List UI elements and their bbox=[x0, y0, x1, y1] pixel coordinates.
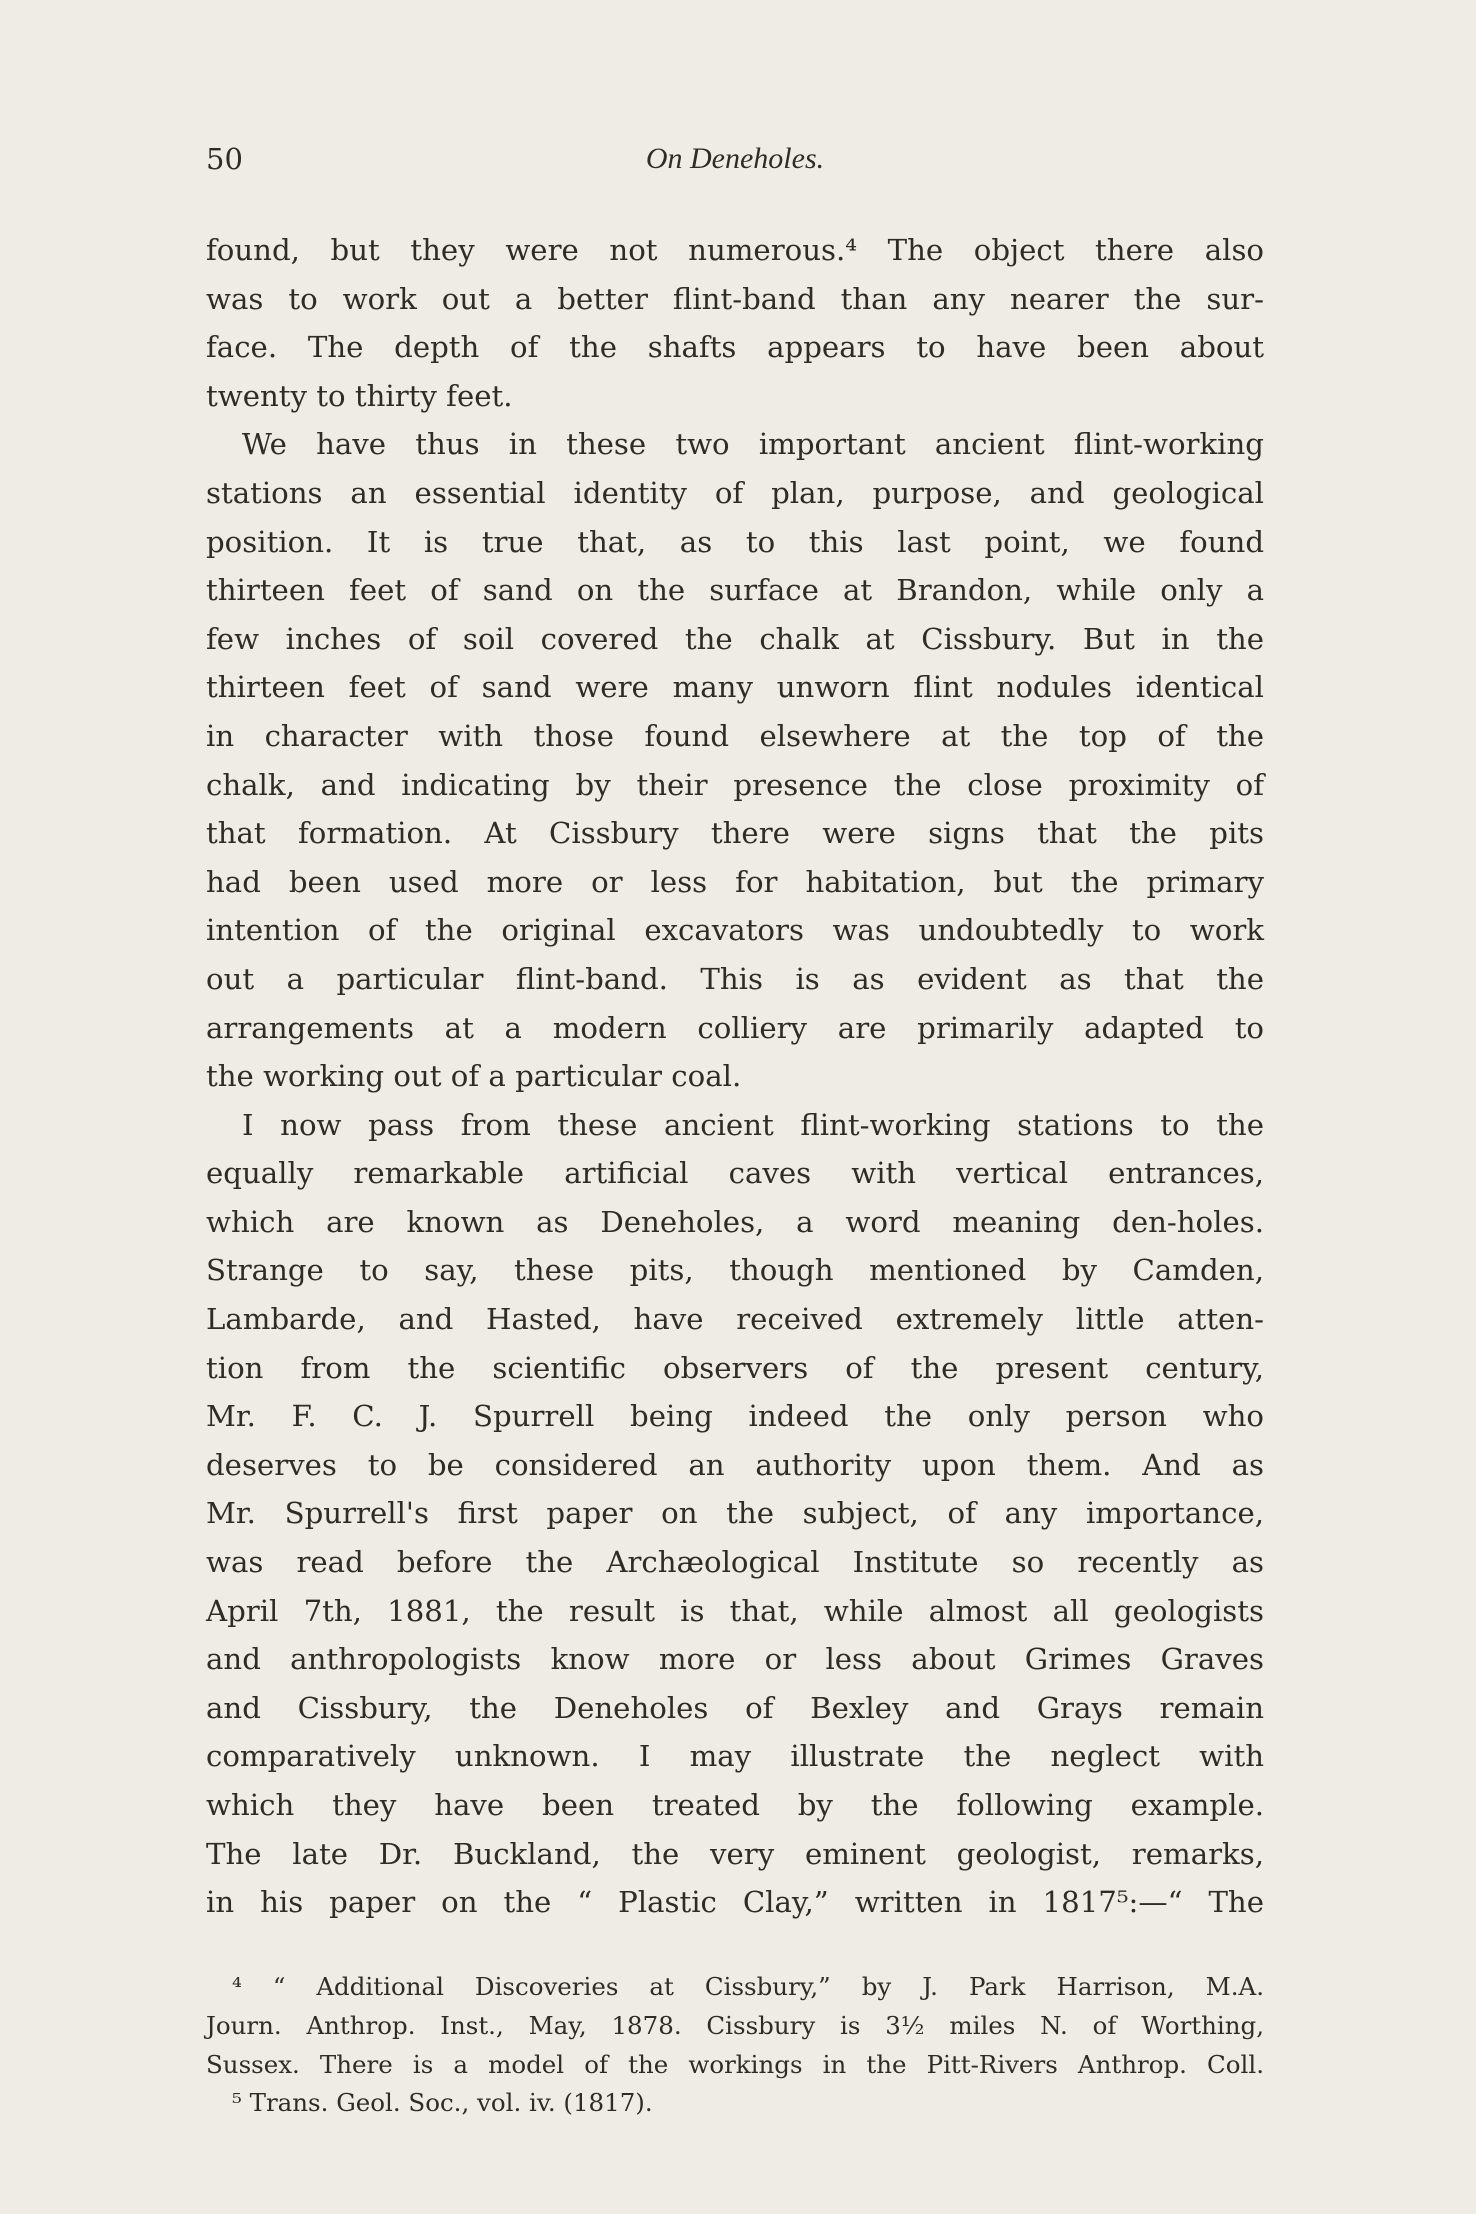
text-line: in his paper on the “ Plastic Clay,” written in 1817⁵:—“ The bbox=[206, 1885, 1264, 1920]
text-line: The late Dr. Buckland, the very eminent geologist, remarks, bbox=[206, 1836, 1264, 1871]
text-line: which are known as Deneholes, a word meaning den-holes. bbox=[206, 1204, 1264, 1239]
body-text bbox=[206, 226, 1264, 1927]
footnote-line: Journ. Anthrop. Inst., May, 1878. Cissbury is 3½ miles N. of Worthing, bbox=[206, 2010, 1264, 2040]
text-line: and anthropologists know more or less about Grimes Graves bbox=[206, 1642, 1264, 1677]
text-line: Mr. F. C. J. Spurrell being indeed the only person who bbox=[206, 1399, 1264, 1434]
text-line: chalk, and indicating by their presence the close proximity of bbox=[206, 767, 1264, 802]
running-title: On Deneholes. bbox=[645, 142, 825, 175]
text-line: Mr. Spurrell's first paper on the subject, of any importance, bbox=[206, 1496, 1264, 1531]
text-line: was read before the Archæological Institute so recently as bbox=[206, 1545, 1264, 1580]
text-line: We have thus in these two important ancient flint-working bbox=[242, 427, 1264, 462]
text-line: face. The depth of the shafts appears to have been about bbox=[206, 330, 1264, 365]
text-line: which they have been treated by the following example. bbox=[206, 1788, 1264, 1822]
text-line: Lambarde, and Hasted, have received extremely little atten- bbox=[206, 1302, 1264, 1337]
text-line: tion from the scientific observers of the present century, bbox=[206, 1350, 1264, 1385]
page-number: 50 bbox=[206, 142, 243, 176]
text-line: out a particular flint-band. This is as evident as that the bbox=[206, 961, 1264, 996]
text-line: April 7th, 1881, the result is that, while almost all geologists bbox=[206, 1593, 1264, 1628]
text-line: that formation. At Cissbury there were signs that the pits bbox=[206, 816, 1264, 851]
text-line: stations an essential identity of plan, purpose, and geological bbox=[206, 475, 1264, 510]
text-line: few inches of soil covered the chalk at Cissbury. But in the bbox=[206, 621, 1264, 656]
text-line: found, but they were not numerous.⁴ The object there also bbox=[206, 233, 1264, 267]
footnote-line: Sussex. There is a model of the workings in the Pitt-Rivers Anthrop. Coll. bbox=[206, 2049, 1264, 2079]
text-line: Strange to say, these pits, though mentioned by Camden, bbox=[206, 1253, 1264, 1288]
text-line: equally remarkable artificial caves with vertical entrances, bbox=[206, 1156, 1264, 1191]
text-line: I now pass from these ancient flint-working stations to the bbox=[242, 1107, 1264, 1142]
running-header bbox=[206, 142, 1264, 186]
text-line: position. It is true that, as to this last point, we found bbox=[206, 524, 1264, 559]
text-line: had been used more or less for habitation, but the primary bbox=[206, 864, 1264, 899]
text-line: arrangements at a modern colliery are primarily adapted to bbox=[206, 1010, 1264, 1045]
text-line: was to work out a better flint-band than any nearer the sur- bbox=[206, 281, 1264, 316]
text-line: intention of the original excavators was undoubtedly to work bbox=[206, 913, 1264, 948]
text-line: in character with those found elsewhere at the top of the bbox=[206, 718, 1264, 753]
text-line: comparatively unknown. I may illustrate the neglect with bbox=[206, 1739, 1264, 1774]
footnote-line: ⁵ Trans. Geol. Soc., vol. iv. (1817). bbox=[232, 2088, 653, 2118]
text-line: and Cissbury, the Deneholes of Bexley and Grays remain bbox=[206, 1690, 1264, 1725]
text-line: thirteen feet of sand were many unworn flint nodules identical bbox=[206, 670, 1264, 705]
text-line: twenty to thirty feet. bbox=[206, 378, 513, 413]
footnotes bbox=[206, 1952, 1264, 2139]
text-line: thirteen feet of sand on the surface at Brandon, while only a bbox=[206, 573, 1264, 608]
footnote-line: ⁴ “ Additional Discoveries at Cissbury,” by J. Park Harrison, M.A. bbox=[232, 1972, 1264, 2001]
text-line: the working out of a particular coal. bbox=[206, 1059, 742, 1094]
text-line: deserves to be considered an authority upon them. And as bbox=[206, 1447, 1264, 1482]
